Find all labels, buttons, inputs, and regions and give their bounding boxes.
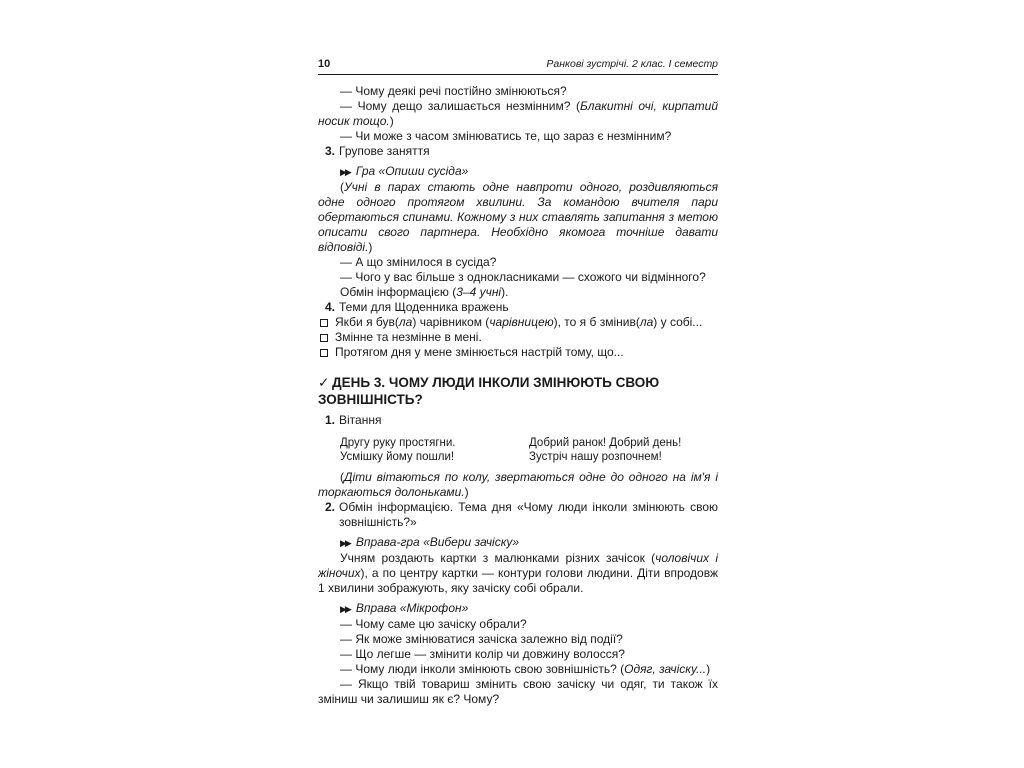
section-heading: ✓ ДЕНЬ 3. ЧОМУ ЛЮДИ ІНКОЛИ ЗМІНЮЮТЬ СВОЮ ЗОВНІШНІСТЬ?: [318, 375, 660, 407]
question-line: — Якщо твій товариш змінить свою зачіску чи одяг, ти також їх зміниш чи залишиш як є? Чому?: [318, 677, 718, 706]
numbered-item: 2. Обмін інформацією. Тема дня «Чому люди інколи змінюють свою зовнішність?»: [325, 500, 718, 529]
instruction-paragraph: (Діти вітаються по колу, звертаються одне до одного на ім'я і торкаються долоньками.): [318, 470, 718, 499]
numbered-item: 1. Вітання: [325, 413, 382, 427]
bullet-item: Змінне та незмінне в мені.: [318, 330, 718, 345]
page-content: [318, 84, 718, 707]
numbered-item: 4. Теми для Щоденника вражень: [325, 300, 509, 314]
bullet-item: Якби я був(ла) чарівником (чарівницею), то я б змінив(ла) у собі...: [318, 315, 718, 330]
double-arrow-icon: ▶▶: [340, 167, 350, 177]
question-line: — Чому дещо залишається незмінним? (Блакитні очі, кирпатий носик тощо.): [318, 99, 718, 128]
question-line: — Як може змінюватися зачіска залежно від події?: [340, 632, 623, 646]
question-line: — Чому саме цю зачіску обрали?: [340, 617, 527, 631]
double-arrow-icon: ▶▶: [340, 604, 350, 614]
running-title: Ранкові зустрічі. 2 клас. І семестр: [546, 58, 718, 70]
instruction-paragraph: Учням роздають картки з малюнками різних зачісок (чоловічих і жіночих), а по центру картки — контури голови людини. Діти впродовж 1 хвилини зображують, яку зачіску собі обрали.: [318, 551, 718, 595]
numbered-item: 3. Групове заняття: [325, 144, 430, 158]
activity-heading: ▶▶ Вправа-гра «Вибери зачіску»: [340, 535, 520, 549]
question-line: — Що легше — змінити колір чи довжину волосся?: [340, 647, 625, 661]
book-page: [318, 58, 718, 707]
question-line: — Чого у вас більше з однокласниками — схожого чи відмінного?: [340, 270, 706, 284]
info-exchange: Обмін інформацією (3–4 учні).: [340, 285, 509, 299]
poem-line: Добрий ранок! Добрий день!: [529, 437, 682, 449]
question-line: — Чому деякі речі постійно змінюються?: [340, 84, 567, 98]
poem-line: Зустріч нашу розпочнем!: [529, 451, 662, 463]
poem-line: Другу руку простягни.: [340, 437, 456, 449]
page-header: [318, 58, 718, 75]
question-line: — А що змінилося в сусіда?: [340, 255, 497, 269]
checkmark-icon: ✓: [318, 375, 330, 390]
poem-line: Усмішку йому пошли!: [340, 451, 455, 463]
instruction-paragraph: (Учні в парах стають одне навпроти одного, роздивляються одне одного протягом хвилини. За командою вчителя пари обертаються спинами. Кожному з них ставлять запитання з метою описати свого партнера. Необхідно якомога точніше давати відповіді.): [318, 180, 718, 254]
activity-heading: ▶▶ Вправа «Мікрофон»: [340, 601, 469, 615]
question-line: — Чому люди інколи змінюють свою зовнішність? (Одяг, зачіску...): [340, 662, 711, 676]
square-bullet-icon: [320, 334, 328, 342]
poem-column-right: [529, 436, 718, 464]
activity-heading: ▶▶ Гра «Опиши сусіда»: [340, 164, 469, 178]
greeting-poem: [318, 436, 718, 464]
square-bullet-icon: [320, 319, 328, 327]
question-line: — Чи може з часом змінюватись те, що зараз є незмінним?: [340, 129, 672, 143]
double-arrow-icon: ▶▶: [340, 538, 350, 548]
square-bullet-icon: [320, 349, 328, 357]
page-number: 10: [318, 58, 331, 70]
poem-column-left: [340, 436, 529, 464]
bullet-item: Протягом дня у мене змінюється настрій тому, що...: [318, 345, 718, 360]
